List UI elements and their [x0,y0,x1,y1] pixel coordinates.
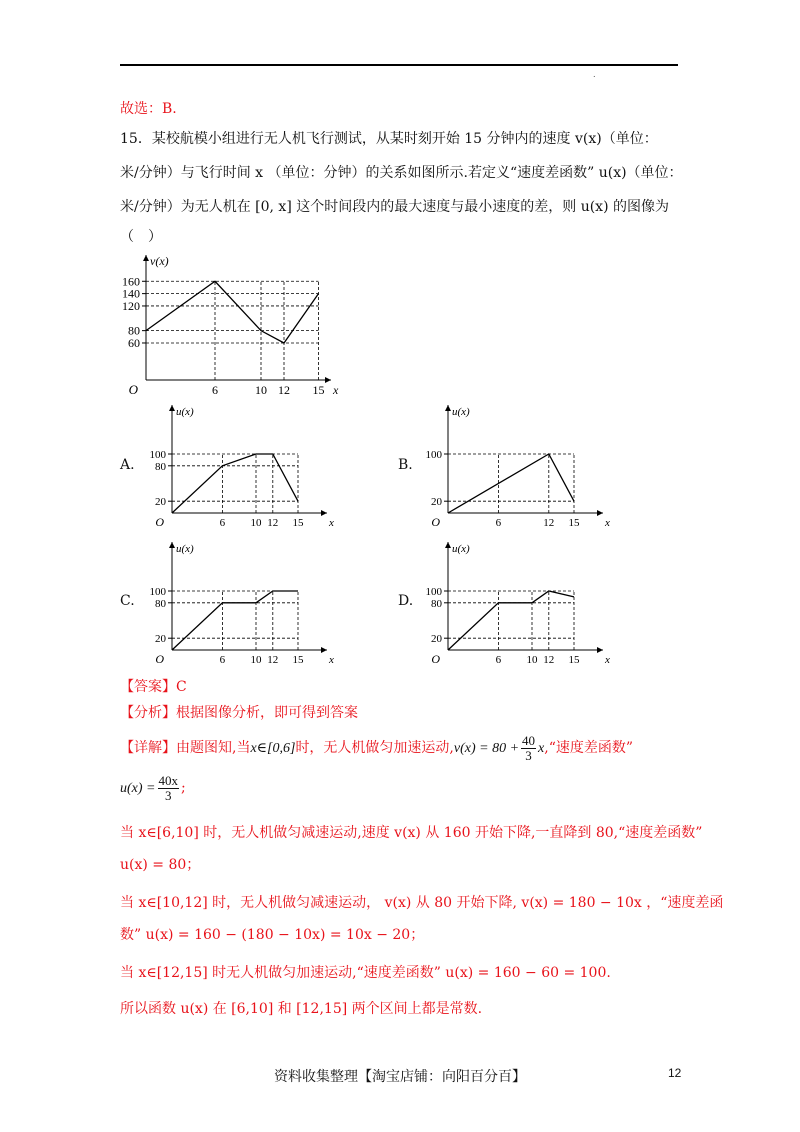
data-line [172,591,298,650]
velocity-graph [118,250,338,400]
y-tick-label: 20 [155,633,166,646]
origin-label: O [155,652,164,666]
option-d-graph [425,532,613,667]
detail-math: v(x) = 80 + [453,741,520,757]
x-tick-label: 12 [267,654,279,666]
y-tick-label: 20 [155,496,166,509]
x-axis-arrow [321,647,327,653]
y-tick-label: 100 [149,449,166,461]
x-tick-label: 15 [568,517,580,529]
answer: 【答案】C [120,679,187,695]
fraction-denominator: 3 [525,747,532,763]
x-tick-label: 6 [495,654,502,666]
header-rule [120,64,678,66]
y-axis-label: u(x) [452,406,470,418]
page-number: 12 [668,1066,682,1080]
x-tick-label: 10 [250,517,262,529]
y-tick-label: 160 [122,274,140,289]
y-tick-label: 80 [431,597,442,610]
detail-math: x∈[0,6] [250,741,296,757]
y-axis-arrow [445,405,451,411]
y-axis-arrow [445,542,451,548]
question-line-3: 米/分钟）为无人机在 [0, x] 这个时间段内的最大速度与最小速度的差，则 u(x) 的图像为 [120,199,669,215]
x-axis-label: x [329,517,334,529]
x-tick-label: 6 [219,654,226,666]
y-tick-label: 20 [431,496,442,509]
detail-line-7: 当 x∈[12,15] 时无人机做匀加速运动,“速度差函数” u(x) = 160 − 60 = 100. [120,965,611,981]
fraction [521,734,536,762]
x-tick-label: 6 [212,383,218,397]
x-tick-label: 12 [543,517,555,529]
x-tick-label: 15 [312,383,325,397]
x-tick-label: 15 [568,654,580,666]
option-b-graph [425,395,613,530]
data-line [448,591,574,650]
x-tick-label: 12 [267,517,279,529]
detail-line-3: 当 x∈[6,10] 时，无人机做匀减速运动,速度 v(x) 从 160 开始下降,一直降到 80,“速度差函数” [120,825,703,841]
y-tick-label: 100 [149,586,166,598]
option-b-label: B. [398,457,413,473]
y-axis-arrow [169,542,175,548]
y-axis-label: v(x) [150,254,169,268]
y-tick-label: 100 [425,449,442,461]
option-c-label: C. [120,593,135,609]
y-tick-label: 100 [425,586,442,598]
detail-line-8: 所以函数 u(x) 在 [6,10] 和 [12,15] 两个区间上都是常数. [120,1001,483,1017]
y-tick-label: 140 [122,286,140,301]
x-tick-label: 10 [526,654,538,666]
detail-math: u(x) = [120,781,156,797]
origin-label: O [431,515,440,529]
x-axis-label: x [605,654,610,666]
x-tick-label: 15 [292,517,304,529]
footer-text: 资料收集整理【淘宝店铺：向阳百分百】 [274,1069,526,1085]
question-line-2: 米/分钟）与飞行时间 x （单位：分钟）的关系如图所示.若定义“速度差函数” u(x)（单位： [120,165,683,181]
x-axis-arrow [325,377,331,383]
question-line-4: （ ） [120,229,162,245]
detail-line-4: u(x) = 80； [120,857,201,873]
x-axis-arrow [597,647,603,653]
option-d-label: D. [398,593,414,609]
option-a-label: A. [120,457,135,473]
x-tick-label: 12 [278,383,290,397]
x-tick-label: 10 [255,383,267,397]
x-axis-label: x [329,654,334,666]
fraction-denominator: 3 [165,787,172,803]
y-axis-label: u(x) [176,543,194,555]
y-tick-label: 80 [155,597,166,610]
previous-answer: 故选：B. [120,101,177,117]
data-line [172,454,298,513]
option-c-graph [149,532,337,667]
x-axis-label: x [333,383,339,397]
fraction-numerator: 40 [522,733,536,748]
x-axis-label: x [605,517,610,529]
x-tick-label: 15 [292,654,304,666]
y-tick-label: 20 [431,633,442,646]
y-axis-label: u(x) [176,406,194,418]
detail-line-6: 数” u(x) = 160 − (180 − 10x) = 10x − 20； [120,927,425,943]
detail-text: ,“速度差函数” [544,740,634,757]
x-axis-arrow [321,510,327,516]
detail-text: 【详解】由题图知,当 [120,740,251,757]
y-tick-label: 80 [155,460,166,473]
y-axis-arrow [143,255,149,261]
x-axis-arrow [597,510,603,516]
y-tick-label: 80 [128,323,140,338]
analysis: 【分析】根据图像分析，即可得到答案 [120,705,358,721]
data-line [146,281,319,343]
x-tick-label: 10 [250,654,262,666]
detail-line-1 [120,734,633,762]
origin-label: O [155,515,164,529]
data-line [448,454,574,513]
x-tick-label: 6 [219,517,226,529]
x-tick-label: 12 [543,654,555,666]
question-line-1: 15．某校航模小组进行无人机飞行测试，从某时刻开始 15 分钟内的速度 v(x)（单位： [120,131,658,147]
fraction-numerator: 40x [158,773,178,788]
y-tick-label: 60 [128,335,140,350]
y-tick-label: 120 [122,298,140,313]
y-axis-arrow [169,405,175,411]
y-axis-label: u(x) [452,543,470,555]
origin-label: O [431,652,440,666]
option-a-graph [149,395,337,530]
detail-math: x [538,741,545,757]
detail-line-5: 当 x∈[10,12] 时，无人机做匀减速运动， v(x) 从 80 开始下降, v(x) = 180 − 10x ，“速度差函 [120,895,724,911]
origin-label: O [128,382,138,397]
detail-line-2 [120,774,186,802]
header-mark: . [593,70,596,79]
detail-text: ; [181,780,186,797]
fraction [158,774,180,802]
detail-text: 时，无人机做匀加速运动, [295,740,454,757]
x-tick-label: 6 [495,517,502,529]
